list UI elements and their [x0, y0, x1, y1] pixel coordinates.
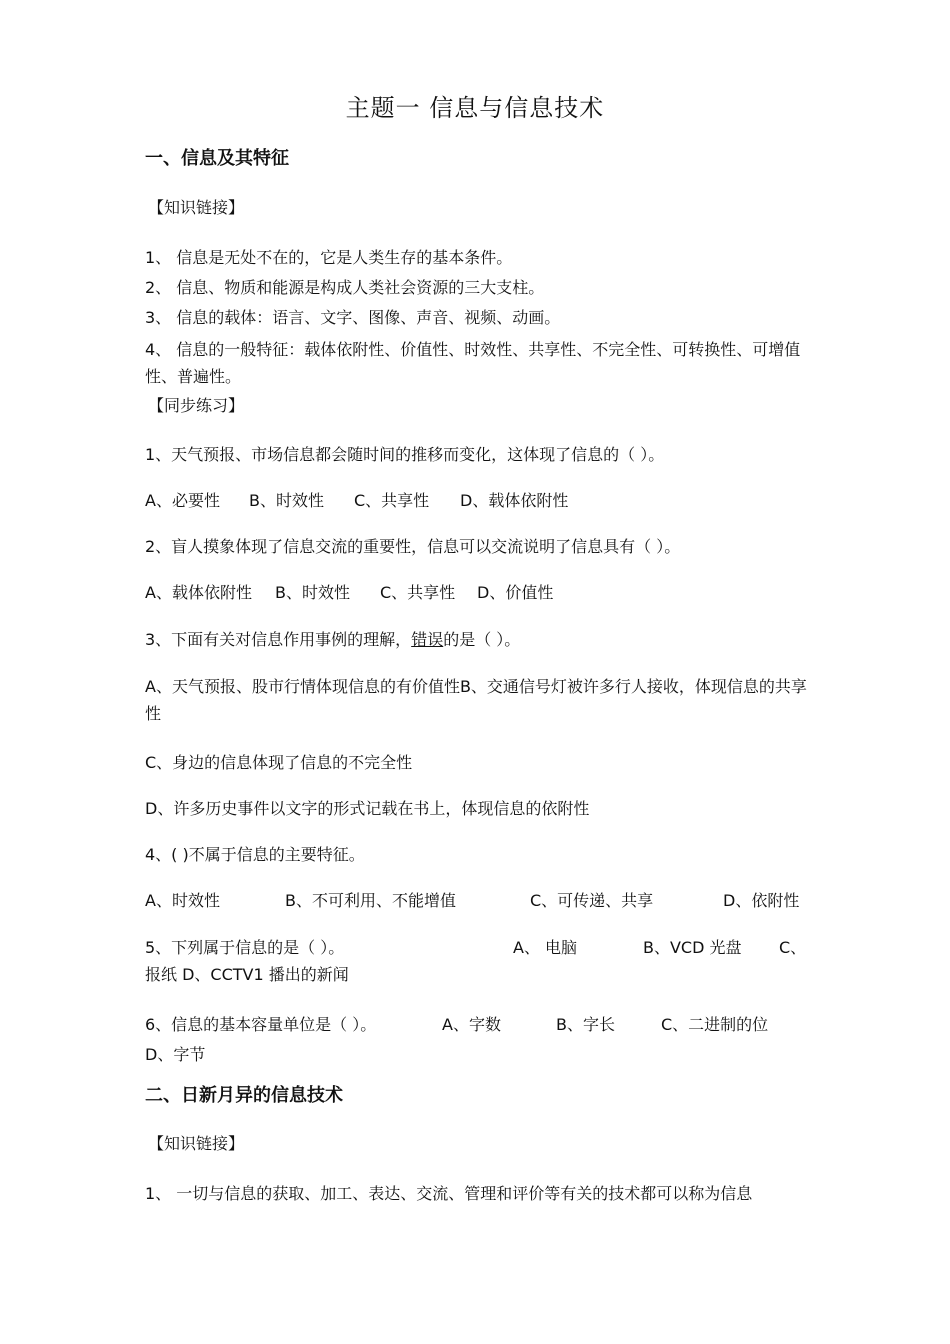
q1-option-a: A、必要性	[145, 491, 220, 510]
question-5-line-2: 报纸 D、CCTV1 播出的新闻	[145, 965, 349, 984]
q2-option-d: D、价值性	[477, 583, 554, 602]
q1-option-c: C、共享性	[354, 491, 430, 510]
q5-stem: 5、下列属于信息的是（ ）。	[145, 938, 345, 957]
q2-option-b: B、时效性	[275, 583, 350, 602]
knowledge-point-4: 4、 信息的一般特征：载体依附性、价值性、时效性、共享性、不完全性、可转换性、可增值性、普遍性。	[145, 340, 801, 386]
q2-option-a: A、载体依附性	[145, 583, 252, 602]
q3-stem-before: 3、下面有关对信息作用事例的理解，	[145, 630, 412, 649]
question-4-options	[145, 888, 810, 914]
question-3-stem	[145, 627, 810, 653]
section1-practice-tag: 【同步练习】	[148, 396, 245, 415]
q4-option-b: B、不可利用、不能增值	[285, 891, 456, 910]
section1-heading: 一、信息及其特征	[145, 148, 289, 169]
q6-option-a: A、字数	[442, 1015, 501, 1034]
q5-option-c: C、	[779, 938, 807, 957]
knowledge-point-2: 2、 信息、物质和能源是构成人类社会资源的三大支柱。	[145, 278, 545, 297]
page-title: 主题一 信息与信息技术	[345, 94, 605, 122]
question-1-stem: 1、天气预报、市场信息都会随时间的推移而变化，这体现了信息的（ ）。	[145, 445, 665, 464]
question-4-stem: 4、( )不属于信息的主要特征。	[145, 845, 365, 864]
section2-heading: 二、日新月异的信息技术	[145, 1085, 343, 1106]
section1-knowledge-tag: 【知识链接】	[148, 198, 245, 217]
q4-option-c: C、可传递、共享	[530, 891, 654, 910]
knowledge-point-3: 3、 信息的载体：语言、文字、图像、声音、视频、动画。	[145, 308, 561, 327]
question-2-stem: 2、盲人摸象体现了信息交流的重要性，信息可以交流说明了信息具有（ ）。	[145, 537, 681, 556]
section2-knowledge-tag: 【知识链接】	[148, 1134, 245, 1153]
q3-stem-underline: 错误	[411, 630, 444, 649]
knowledge-point-1: 1、 信息是无处不在的，它是人类生存的基本条件。	[145, 248, 513, 267]
q6-stem: 6、信息的基本容量单位是（ ）。	[145, 1015, 377, 1034]
q1-option-d: D、载体依附性	[460, 491, 569, 510]
q3-option-c: C、身边的信息体现了信息的不完全性	[145, 753, 413, 772]
question-2-options	[145, 580, 810, 606]
q2-option-c: C、共享性	[380, 583, 456, 602]
q3-stem-after: 的是（ ）。	[443, 630, 521, 649]
question-6-line-2: D、字节	[145, 1045, 206, 1064]
q3-option-ab: A、天气预报、股市行情体现信息的有价值性B、交通信号灯被许多行人接收，体现信息的共享性	[145, 677, 807, 723]
q1-option-b: B、时效性	[249, 491, 324, 510]
q5-option-a: A、 电脑	[513, 938, 578, 957]
q4-option-d: D、依附性	[723, 891, 800, 910]
question-6-line-1	[145, 1012, 810, 1038]
question-1-options	[145, 488, 810, 514]
q6-option-b: B、字长	[556, 1015, 615, 1034]
q4-option-a: A、时效性	[145, 891, 220, 910]
question-5-line-1	[145, 935, 810, 961]
q3-option-d: D、许多历史事件以文字的形式记载在书上，体现信息的依附性	[145, 799, 590, 818]
section2-knowledge-point-1: 1、 一切与信息的获取、加工、表达、交流、管理和评价等有关的技术都可以称为信息	[145, 1184, 753, 1203]
q5-option-b: B、VCD 光盘	[643, 938, 742, 957]
q6-option-c: C、二进制的位	[661, 1015, 769, 1034]
